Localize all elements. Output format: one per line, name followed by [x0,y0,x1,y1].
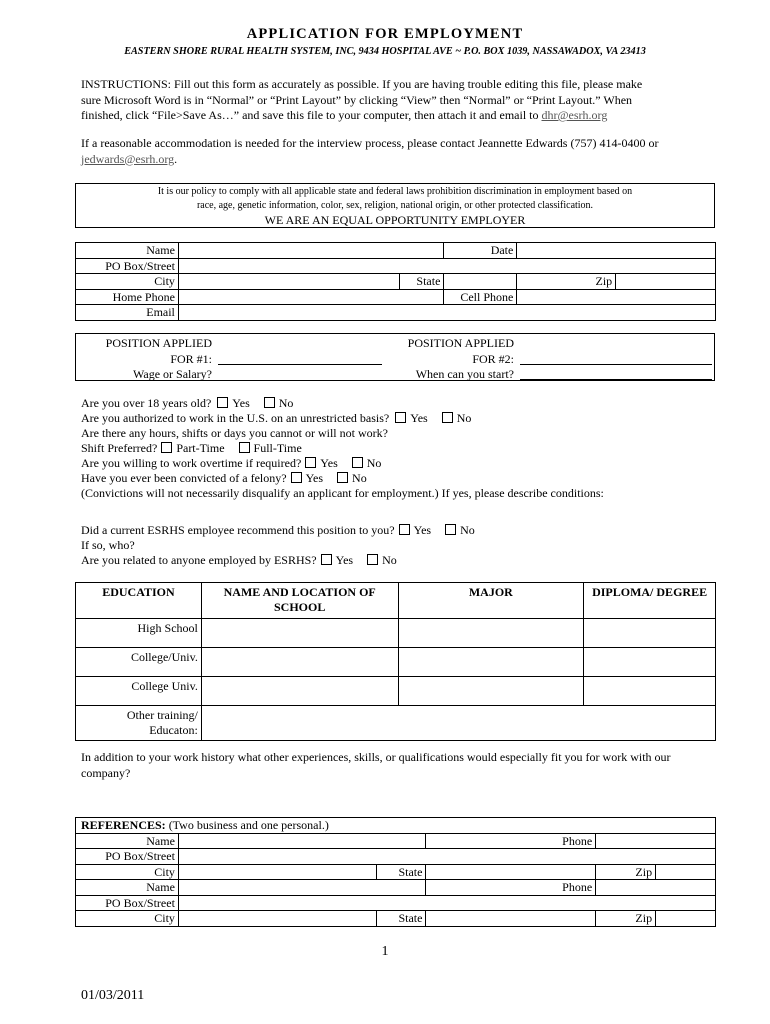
q-related-text: Are you related to anyone employed by ESRHS? [81,553,317,567]
contact-email-link[interactable]: jedwards@esrh.org [81,151,175,166]
period: . [174,151,178,166]
ref-2-phone-label: Phone [426,880,596,896]
instructions-line-1: INSTRUCTIONS: Fill out this form as accurately as possible. If you are having trouble editing this file, please make [81,77,643,91]
question-felony [81,471,367,486]
yes-label: Yes [305,471,324,485]
references-heading [76,818,716,834]
name-label: Name [76,243,179,259]
q-hours-text: Are there any hours, shifts or days you cannot or will not work? [81,426,388,440]
cell-phone-field[interactable] [517,289,716,305]
no-label: No [366,456,382,470]
yes-label: Yes [320,456,338,470]
ref-1-pobox-label: PO Box/Street [76,849,179,865]
overtime-no-checkbox[interactable] [352,457,363,468]
ref-1-name-label: Name [76,833,179,849]
education-row-label: College/Univ. [76,648,202,677]
policy-line-1: It is our policy to comply with all applicable state and federal laws prohibition discrimination in employment based on [157,186,633,197]
city-field[interactable] [178,274,400,290]
experience-line-2: company? [81,765,131,780]
school-field[interactable] [201,619,398,648]
question-shift [81,441,302,456]
position-2-label-b: FOR #2: [472,351,514,366]
zip-label: Zip [517,274,616,290]
felony-yes-checkbox[interactable] [291,472,302,483]
references-note: (Two business and one personal.) [168,818,329,833]
felony-no-checkbox[interactable] [337,472,348,483]
accommodation-line-1: If a reasonable accommodation is needed for the interview process, please contact Jeannette Edwards (757) 414-0400 or [81,136,659,150]
ref-1-pobox-field[interactable] [178,849,715,865]
ref-2-city-field[interactable] [178,911,376,927]
q-who-text: If so, who? [81,538,135,552]
major-field[interactable] [398,677,584,706]
question-hours [81,426,388,441]
major-header: MAJOR [398,583,584,619]
experience-line-1: In addition to your work history what other experiences, skills, or qualifications would especially fit you for work with our [81,750,671,764]
cell-phone-label: Cell Phone [444,289,517,305]
authorized-no-checkbox[interactable] [442,412,453,423]
revision-date: 01/03/2011 [81,988,145,1003]
q-recommend-text: Did a current ESRHS employee recommend this position to you? [81,523,395,537]
position-2-label-a: POSITION APPLIED [407,336,514,350]
zip-field[interactable] [616,274,716,290]
pobox-field[interactable] [178,258,715,274]
degree-field[interactable] [584,619,716,648]
accommodation-line-2 [81,152,701,168]
part-time-checkbox[interactable] [161,442,172,453]
question-related [81,553,397,568]
accommodation-note [81,136,701,167]
state-field[interactable] [444,274,517,290]
ref-1-phone-label: Phone [426,833,596,849]
date-label: Date [444,243,517,259]
instructions [81,77,701,124]
yes-label: Yes [232,396,250,410]
position-2-label [376,336,514,383]
q-overtime-text: Are you willing to work overtime if required? [81,456,302,470]
ref-2-name-field[interactable] [178,880,426,896]
education-row-label: College Univ. [76,677,202,706]
degree-field[interactable] [584,648,716,677]
full-time-checkbox[interactable] [239,442,250,453]
degree-field[interactable] [584,677,716,706]
ref-2-pobox-label: PO Box/Street [76,895,179,911]
felony-note [81,486,604,501]
ref-1-city-field[interactable] [178,864,376,880]
pobox-label: PO Box/Street [76,258,179,274]
ref-1-zip-field[interactable] [656,864,716,880]
recommend-no-checkbox[interactable] [445,524,456,535]
home-phone-field[interactable] [178,289,444,305]
over-18-no-checkbox[interactable] [264,397,275,408]
yes-label: Yes [335,553,354,567]
ref-2-zip-label: Zip [596,911,656,927]
education-table [75,582,716,741]
ref-2-state-field[interactable] [426,911,596,927]
full-time-label: Full-Time [253,441,302,455]
instructions-line-3-text: finished, click “File>Save As…” and save this file to your computer, then attach it and email to [81,108,542,122]
position-1-field[interactable] [218,364,382,365]
q-authorized-text: Are you authorized to work in the U.S. on an unrestricted basis? [81,411,390,425]
yes-label: Yes [410,411,428,425]
instructions-line-2: sure Microsoft Word is in “Normal” or “Print Layout” by clicking “View” then “Normal” or “Print Layout.” When [81,92,633,107]
related-no-checkbox[interactable] [367,554,378,565]
question-overtime [81,456,381,471]
over-18-yes-checkbox[interactable] [217,397,228,408]
position-1-label-a: POSITION APPLIED [105,336,212,350]
hr-email-link[interactable]: dhr@esrh.org [541,108,608,122]
no-label: No [456,411,472,425]
major-field[interactable] [398,648,584,677]
related-yes-checkbox[interactable] [321,554,332,565]
other-training-field[interactable] [201,706,715,741]
no-label: No [278,396,294,410]
ref-2-state-label: State [376,911,426,927]
state-label: State [400,274,444,290]
part-time-label: Part-Time [176,441,225,455]
education-row-label: High School [76,619,202,648]
eeo-policy-box [75,183,715,228]
organization-address: EASTERN SHORE RURAL HEALTH SYSTEM, INC, 9434 HOSPITAL AVE ~ P.O. BOX 1039, NASSAWADOX, VA 23413 [124,46,646,57]
ref-1-city-label: City [76,864,179,880]
date-field[interactable] [517,243,716,259]
school-header: NAME AND LOCATION OF SCHOOL [201,583,398,619]
position-2-field[interactable] [520,364,712,365]
q-over-18-text: Are you over 18 years old? [81,396,212,410]
q-shift-text: Shift Preferred? [81,441,158,455]
references-title: REFERENCES: [81,818,166,833]
ref-2-city-label: City [76,911,179,927]
education-header: EDUCATION [76,583,202,619]
question-who [81,538,135,553]
policy-line-2: race, age, genetic information, color, sex, religion, national origin, or other protected classification. [196,200,594,211]
ref-2-name-label: Name [76,880,179,896]
position-1-label [76,336,212,383]
authorized-yes-checkbox[interactable] [395,412,406,423]
position-box [75,333,715,381]
ref-1-name-field[interactable] [178,833,426,849]
position-1-label-b: FOR #1: [170,351,212,366]
page-number: 1 [381,944,389,959]
ref-1-state-label: State [376,864,426,880]
school-field[interactable] [201,648,398,677]
question-recommend [81,523,475,538]
ref-1-zip-label: Zip [596,864,656,880]
home-phone-label: Home Phone [76,289,179,305]
city-label: City [76,274,179,290]
form-title: APPLICATION FOR EMPLOYMENT [246,26,524,42]
no-label: No [460,523,475,537]
email-label: Email [76,305,179,321]
overtime-yes-checkbox[interactable] [305,457,316,468]
question-authorized [81,411,471,426]
question-over-18 [81,396,293,411]
experience-question [81,750,701,781]
degree-header: DIPLOMA/ DEGREE [584,583,716,619]
equal-opportunity-statement: WE ARE AN EQUAL OPPORTUNITY EMPLOYER [264,213,526,227]
applicant-info-table [75,242,716,321]
q-felony-text: Have you ever been convicted of a felony? [81,471,287,485]
start-label: When can you start? [415,367,514,381]
education-row-label: Other training/ Educaton: [76,706,202,741]
instructions-line-3 [81,108,701,124]
references-table [75,817,716,927]
no-label: No [382,553,397,567]
major-field[interactable] [398,619,584,648]
yes-label: Yes [413,523,432,537]
no-label: No [352,471,367,485]
email-field[interactable] [178,305,715,321]
ref-2-zip-field[interactable] [656,911,716,927]
ref-1-phone-field[interactable] [596,833,716,849]
recommend-yes-checkbox[interactable] [399,524,410,535]
felony-note-text: (Convictions will not necessarily disqualify an applicant for employment.) If yes, please describe conditions: [81,486,604,500]
name-field[interactable] [178,243,444,259]
ref-1-state-field[interactable] [426,864,596,880]
school-field[interactable] [201,677,398,706]
start-date-field[interactable] [520,379,712,380]
ref-2-pobox-field[interactable] [178,895,715,911]
wage-label: Wage or Salary? [133,367,212,381]
ref-2-phone-field[interactable] [596,880,716,896]
